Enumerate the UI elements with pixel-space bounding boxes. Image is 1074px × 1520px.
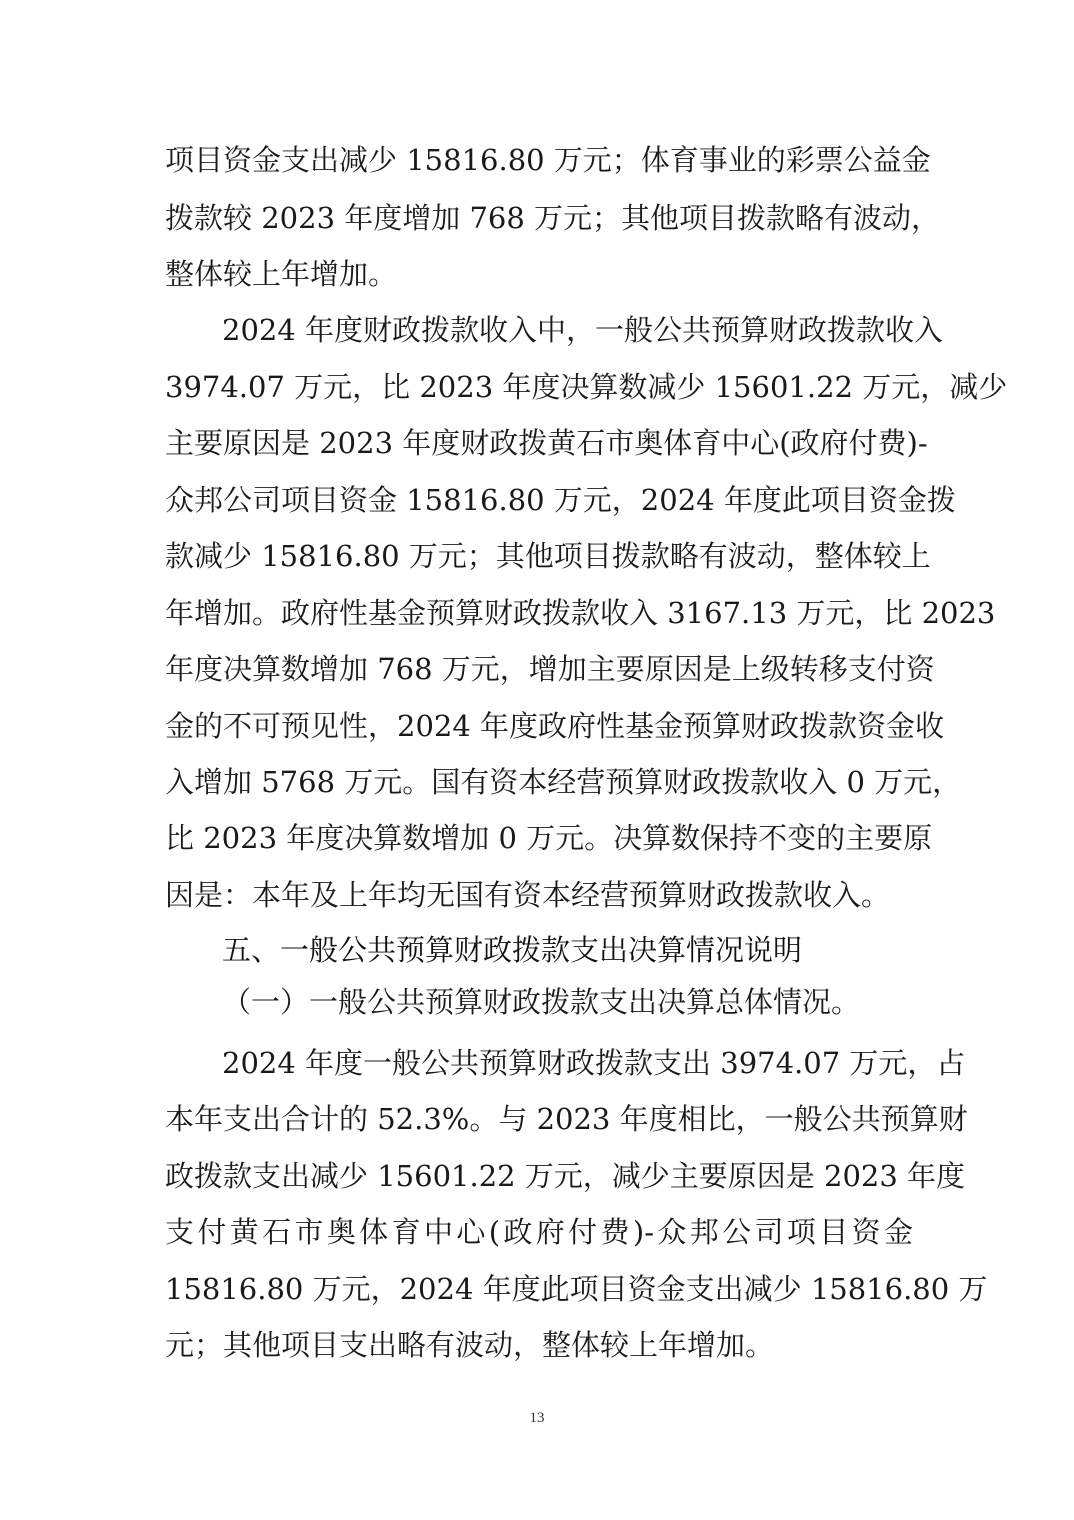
paragraph-1-line-1: 项目资金支出减少 15816.80 万元；体育事业的彩票公益金: [165, 143, 931, 177]
page-number: 13: [529, 1410, 545, 1426]
paragraph-2-line-7: 年度决算数增加 768 万元，增加主要原因是上级转移支付资: [165, 652, 935, 686]
paragraph-3-line-6: 元；其他项目支出略有波动，整体较上年增加。: [165, 1328, 775, 1362]
paragraph-1-line-3: 整体较上年增加。: [165, 257, 398, 291]
paragraph-2-line-2: 3974.07 万元，比 2023 年度决算数减少 15601.22 万元，减少: [165, 370, 1008, 404]
paragraph-3-line-2: 本年支出合计的 52.3%。与 2023 年度相比，一般公共预算财: [165, 1102, 968, 1136]
paragraph-2-line-10: 比 2023 年度决算数增加 0 万元。决算数保持不变的主要原: [165, 821, 933, 855]
paragraph-2-line-8: 金的不可预见性，2024 年度政府性基金预算财政拨款资金收: [165, 709, 945, 743]
paragraph-2-line-11: 因是：本年及上年均无国有资本经营预算财政拨款收入。: [165, 878, 891, 912]
paragraph-2-line-5: 款减少 15816.80 万元；其他项目拨款略有波动，整体较上: [165, 539, 931, 573]
paragraph-2-line-3: 主要原因是 2023 年度财政拨黄石市奥体育中心(政府付费)-: [165, 426, 928, 460]
paragraph-2-line-1: 2024 年度财政拨款收入中，一般公共预算财政拨款收入: [222, 313, 944, 347]
paragraph-3-line-5: 15816.80 万元，2024 年度此项目资金支出减少 15816.80 万: [165, 1272, 988, 1306]
paragraph-3-line-3: 政拨款支出减少 15601.22 万元，减少主要原因是 2023 年度: [165, 1159, 966, 1193]
paragraph-1-line-2: 拨款较 2023 年度增加 768 万元；其他项目拨款略有波动，: [165, 201, 941, 235]
paragraph-2-line-9: 入增加 5768 万元。国有资本经营预算财政拨款收入 0 万元，: [165, 765, 962, 799]
paragraph-2-line-4: 众邦公司项目资金 15816.80 万元，2024 年度此项目资金拨: [165, 483, 956, 517]
paragraph-3-line-4: 支付黄石市奥体育中心(政府付费)-众邦公司项目资金: [165, 1215, 913, 1249]
paragraph-2-line-6: 年增加。政府性基金预算财政拨款收入 3167.13 万元，比 2023: [165, 596, 996, 630]
section-heading: 五、一般公共预算财政拨款支出决算情况说明: [222, 933, 803, 967]
subsection-heading: （一）一般公共预算财政拨款支出决算总体情况。: [222, 985, 861, 1019]
paragraph-3-line-1: 2024 年度一般公共预算财政拨款支出 3974.07 万元，占: [222, 1046, 966, 1080]
